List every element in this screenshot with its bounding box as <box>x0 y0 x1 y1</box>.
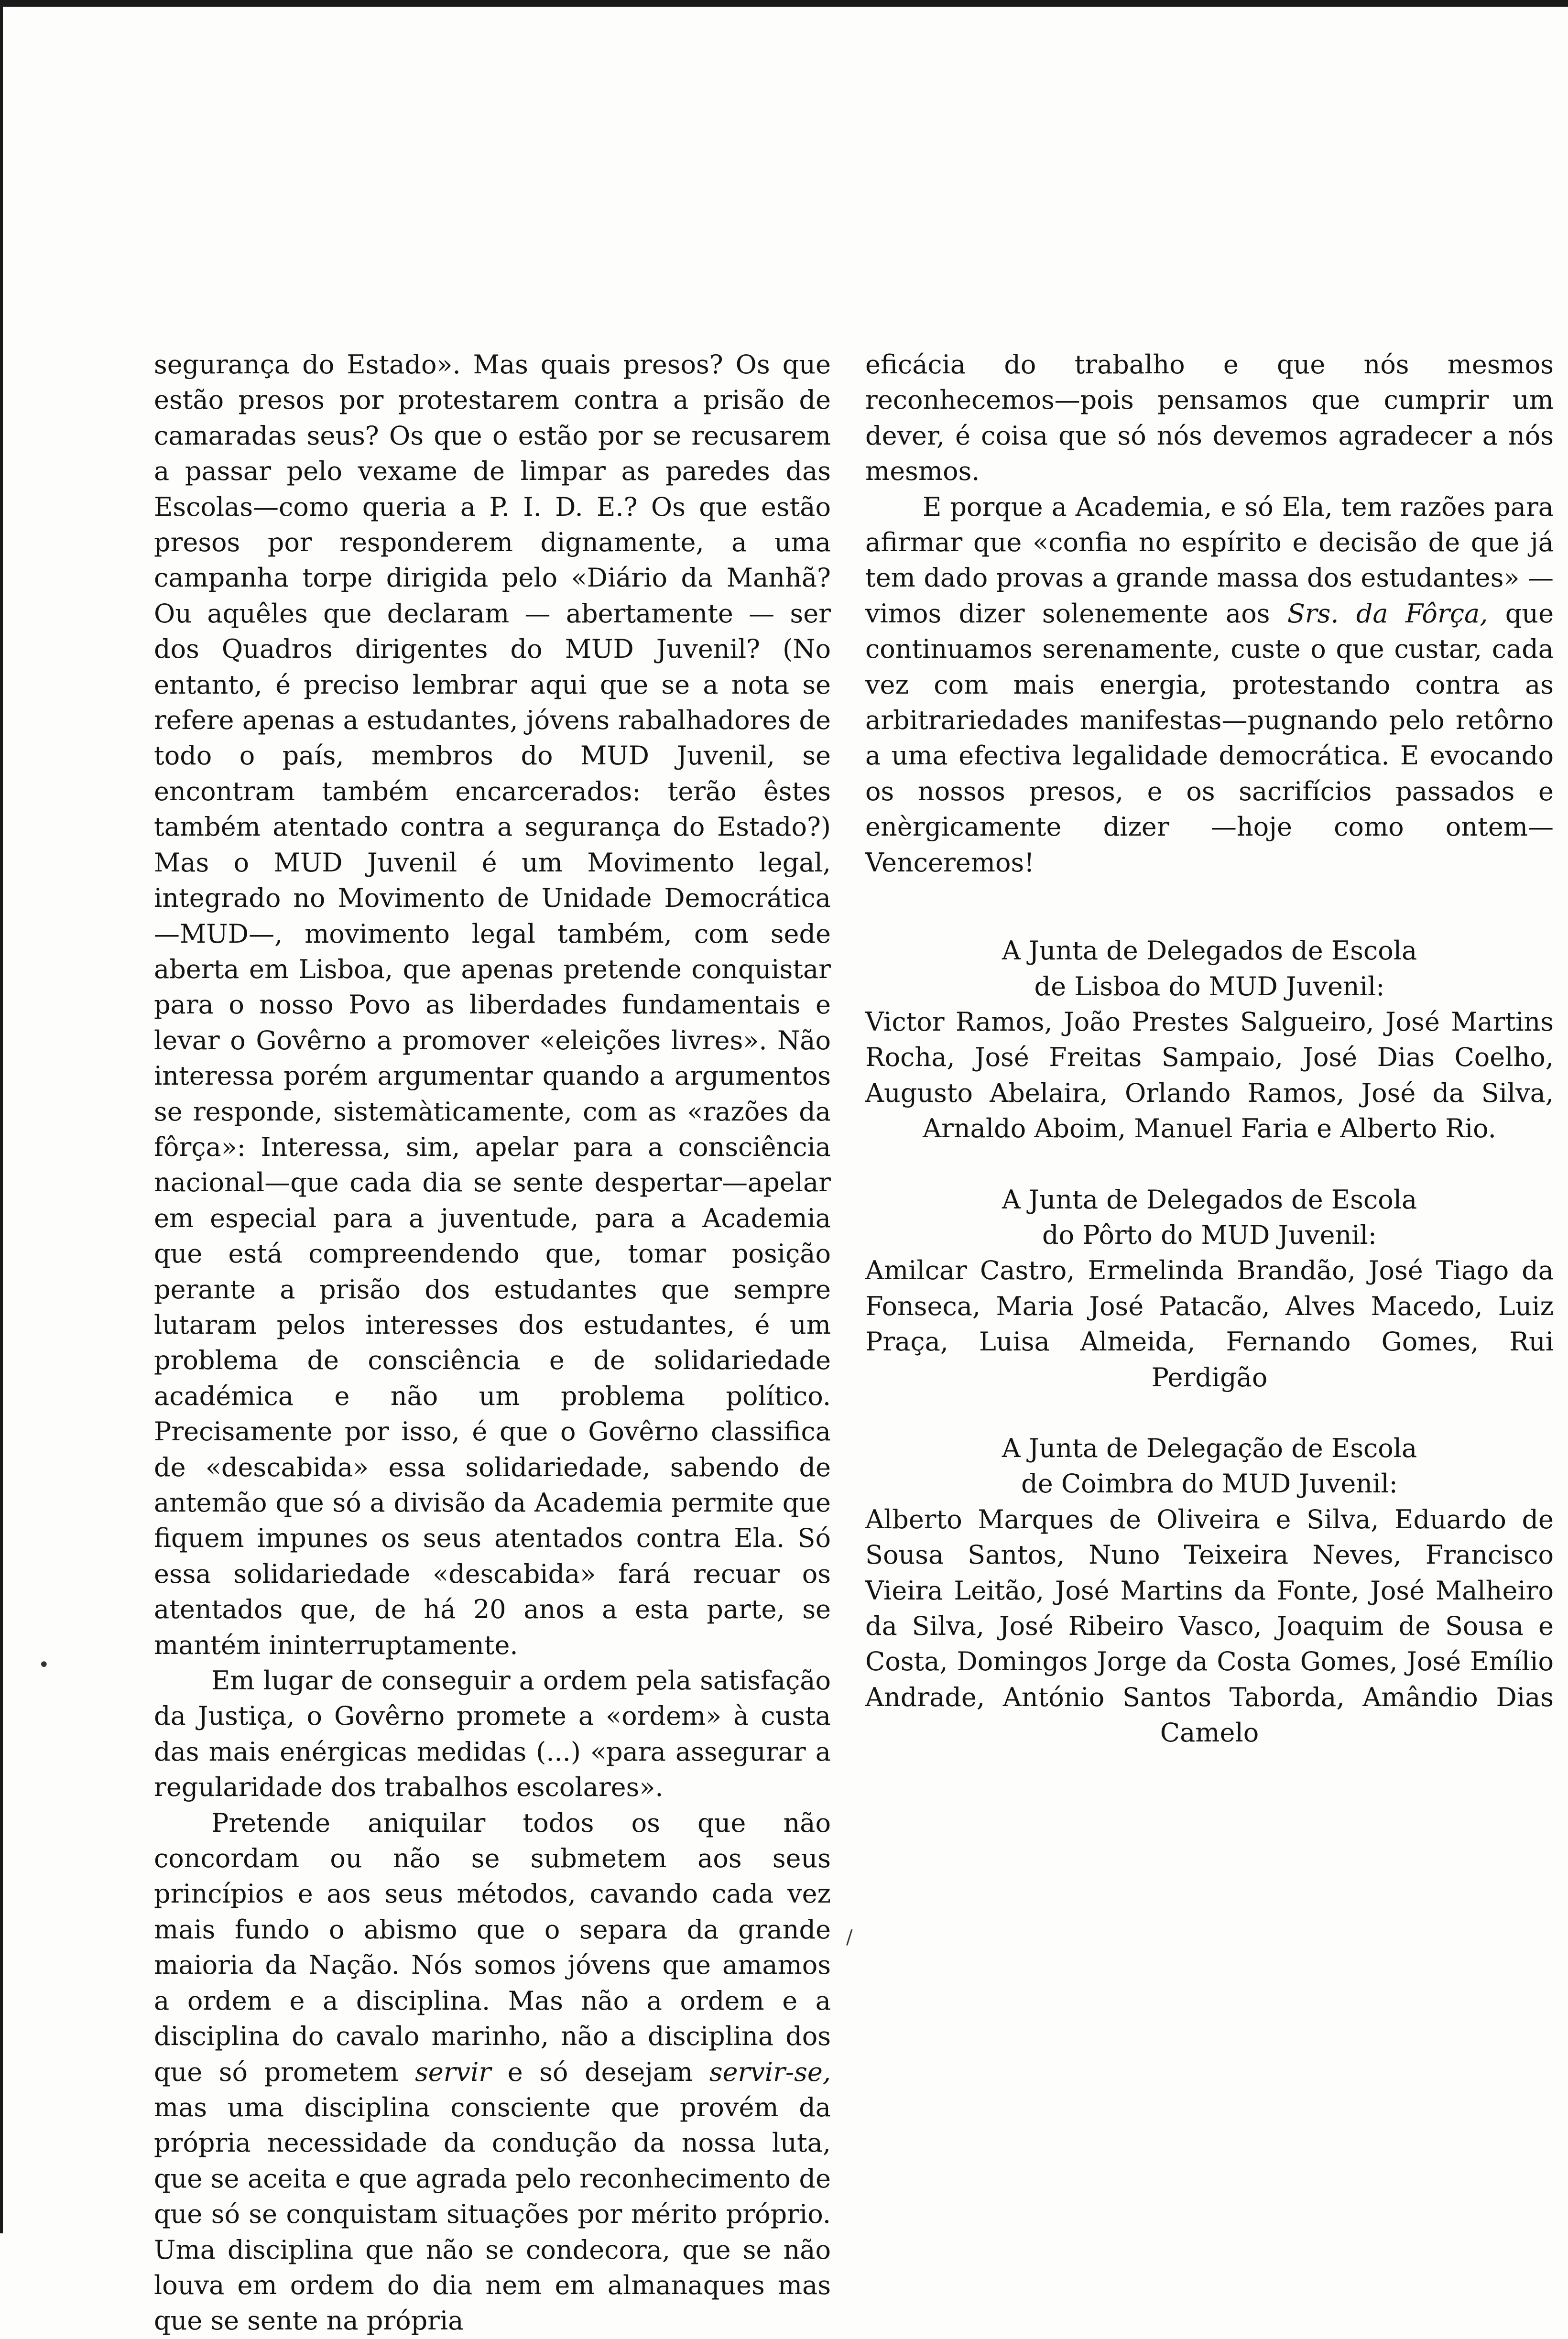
signature-heading-line: do Pôrto do MUD Juvenil: <box>1042 1219 1377 1250</box>
signature-heading-line: de Lisboa do MUD Juvenil: <box>1034 971 1385 1001</box>
right-paragraph-2-part-b: que continuamos serenamente, custe o que custar, cada vez com mais energia, protestando contra as arbitrariedades manifestas—pugnando pelo retôrno a uma efectiva legalidade democrática. E evocando os nossos presos, e os sacrifícios passados e enèrgicamente dizer —hoje como ontem—Venceremos! <box>865 598 1554 878</box>
page-top-border <box>0 0 1568 7</box>
page-left-border <box>0 0 3 2233</box>
right-paragraph-2-part-a: E porque a Academia, e só Ela, tem razões para afirmar que «confia no espírito e decisão de que já tem dado provas a grande massa dos estudantes» —vimos dizer solenemente aos <box>865 491 1554 629</box>
emphasis-srs-da-forca: Srs. da Fôrça, <box>1287 598 1488 629</box>
scan-speck: / <box>846 1926 853 1948</box>
emphasis-servir-se: servir-se, <box>709 2056 831 2087</box>
signature-names-porto: Amilcar Castro, Ermelinda Brandão, José Tiago da Fonseca, Maria José Patacão, Alves Macedo, Luiz Praça, Luisa Almeida, Fernando Gomes, Rui Perdigão <box>865 1255 1554 1393</box>
left-paragraph-2: Em lugar de conseguir a ordem pela satisfação da Justiça, o Govêrno promete a «ordem» à custa das mais enérgicas medidas (...) «para assegurar a regularidade dos trabalhos escolares». <box>154 1665 831 1803</box>
signature-names-coimbra: Alberto Marques de Oliveira e Silva, Eduardo de Sousa Santos, Nuno Teixeira Neves, Francisco Vieira Leitão, José Martins da Fonte, José Malheiro da Silva, José Ribeiro Vasco, Joaquim de Sousa e Costa, Domingos Jorge da Costa Gomes, José Emílio Andrade, António Santos Taborda, Amândio Dias Camelo <box>865 1504 1554 1748</box>
left-paragraph-3 <box>154 1806 831 2339</box>
emphasis-servir: servir <box>415 2056 491 2087</box>
left-paragraph-3-part-c: mas uma disciplina consciente que provém da própria necessidade da condução da nossa luta, que se aceita e que agrada pelo reconhecimento de que só se conquistam situações por mérito próprio. Uma disciplina que não se condecora, que se não louva em ordem do dia nem em almanaques mas que se sente na própria <box>154 2092 831 2336</box>
right-text-column <box>865 347 1554 1751</box>
right-paragraph-1: eficácia do trabalho e que nós mesmos reconhecemos—pois pensamos que cumprir um dever, é coisa que só nós devemos agradecer a nós mesmos. <box>865 349 1554 487</box>
signature-heading-line: de Coimbra do MUD Juvenil: <box>1021 1469 1398 1499</box>
signature-heading-lisboa <box>865 933 1554 1004</box>
signature-heading-porto <box>865 1182 1554 1253</box>
left-text-column <box>154 347 831 2339</box>
right-paragraph-2 <box>865 490 1554 881</box>
signature-heading-coimbra <box>865 1431 1554 1502</box>
left-paragraph-3-part-b: e só desejam <box>507 2056 693 2087</box>
scan-speck: • <box>38 1654 50 1676</box>
left-paragraph-1: segurança do Estado». Mas quais presos? Os que estão presos por protestarem contra a prisão de camaradas seus? Os que o estão por se recusarem a passar pelo vexame de limpar as paredes das Escolas—como queria a P. I. D. E.? Os que estão presos por responderem dignamente, a uma campanha torpe dirigida pelo «Diário da Manhã? Ou aquêles que declaram — abertamente — ser dos Quadros dirigentes do MUD Juvenil? (No entanto, é preciso lembrar aqui que se a nota se refere apenas a estudantes, jóvens rabalhadores de todo o país, membros do MUD Juvenil, se encontram também encarcerados: terão êstes também atentado contra a segurança do Estado?) Mas o MUD Juvenil é um Movimento legal, integrado no Movimento de Unidade Democrática—MUD—, movimento legal também, com sede aberta em Lisboa, que apenas pretende conquistar para o nosso Povo as liberdades fundamentais e levar o Govêrno a promover «eleições livres». Não interessa porém argumentar quando a argumentos se responde, sistemàticamente, com as «razões da fôrça»: Interessa, sim, apelar para a consciência nacional—que cada dia se sente despertar—apelar em especial para a juventude, para a Academia que está compreendendo que, tomar posição perante a prisão dos estudantes que sempre lutaram pelos interesses dos estudantes, é um problema de consciência e de solidariedade académica e não um problema político. Precisamente por isso, é que o Govêrno classifica de «descabida» essa solidariedade, sabendo de antemão que só a divisão da Academia permite que fiquem impunes os seus atentados contra Ela. Só essa solidariedade «descabida» fará recuar os atentados que, de há 20 anos a esta parte, se mantém ininterruptamente. <box>154 349 831 1660</box>
signature-names-lisboa: Victor Ramos, João Prestes Salgueiro, José Martins Rocha, José Freitas Sampaio, José Dias Coelho, Augusto Abelaira, Orlando Ramos, José da Silva, Arnaldo Aboim, Manuel Faria e Alberto Rio. <box>865 1006 1554 1144</box>
signature-heading-line: A Junta de Delegação de Escola <box>1002 1433 1417 1463</box>
signature-heading-line: A Junta de Delegados de Escola <box>1002 1184 1417 1215</box>
left-paragraph-3-part-a: Pretende aniquilar todos os que não concordam ou não se submetem aos seus princípios e aos seus métodos, cavando cada vez mais fundo o abismo que o separa da grande maioria da Nação. Nós somos jóvens que amamos a ordem e a disciplina. Mas não a ordem e a disciplina do cavalo marinho, não a disciplina dos que só prometem <box>154 1807 831 2087</box>
signature-heading-line: A Junta de Delegados de Escola <box>1002 936 1417 966</box>
